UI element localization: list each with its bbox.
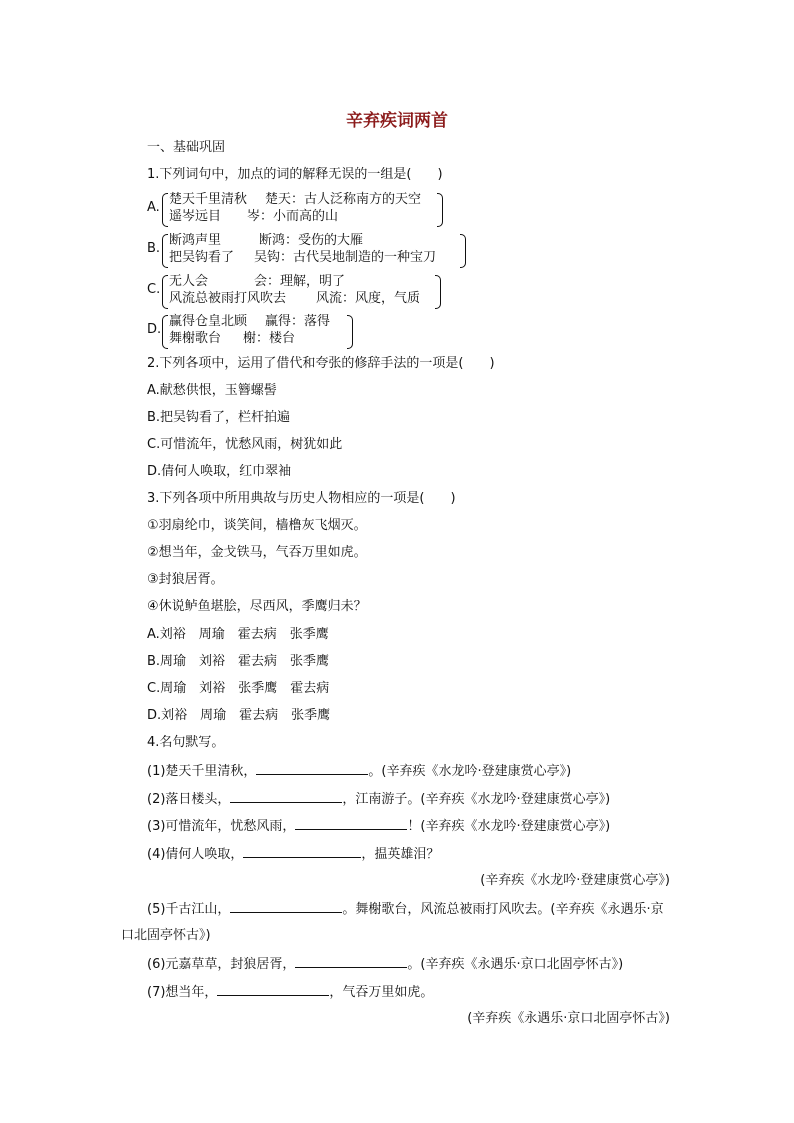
q4-item-4-source: (辛弃疾《水龙吟·登建康赏心亭》)	[480, 873, 670, 888]
option-row	[169, 208, 338, 225]
explanation: 断鸿：受伤的大雁	[259, 233, 364, 248]
left-brace	[162, 193, 168, 227]
q4-item-4	[147, 845, 439, 864]
prompt-text: (1)楚天千里清秋，	[147, 764, 257, 779]
source-text: ！(辛弃疾《水龙吟·登建康赏心亭》)	[407, 819, 611, 834]
q4-item-1	[147, 762, 571, 781]
explanation: 吴钩：古代吴地制造的一种宝刀	[254, 250, 437, 265]
explanation: 赢得：落得	[265, 314, 331, 329]
q3-option-c: C.周瑜 刘裕 张季鹰 霍去病	[147, 681, 330, 696]
q3-option-d: D.刘裕 周瑜 霍去病 张季鹰	[147, 708, 331, 723]
option-row	[169, 249, 436, 266]
q1-option-d	[147, 313, 367, 349]
q1-option-a	[147, 191, 447, 227]
option-row	[169, 191, 421, 208]
right-brace	[347, 315, 353, 349]
q4-item-7	[147, 983, 433, 1002]
q3-option-a: A.刘裕 周瑜 霍去病 张季鹰	[147, 627, 329, 642]
q4-item-5-cont: 口北固亭怀古》)	[121, 928, 211, 943]
option-letter: B.	[147, 241, 161, 256]
q1-option-c	[147, 273, 447, 309]
left-brace	[162, 275, 168, 309]
answer-blank[interactable]	[295, 817, 407, 830]
option-row	[169, 290, 420, 307]
q3-item-3: ③封狼居胥。	[147, 572, 224, 587]
source-text: ，江南游子。(辛弃疾《水龙吟·登建康赏心亭》)	[342, 792, 611, 807]
prompt-text: (6)元嘉草草，封狼居胥，	[147, 957, 296, 972]
answer-blank[interactable]	[256, 762, 368, 775]
q3-item-2: ②想当年，金戈铁马，气吞万里如虎。	[147, 545, 367, 560]
option-row	[169, 273, 345, 290]
option-letter: A.	[147, 200, 160, 215]
q4-item-2	[147, 790, 610, 809]
option-row	[169, 232, 363, 249]
answer-blank[interactable]	[295, 955, 407, 968]
explanation: 楚天：古人泛称南方的天空	[265, 192, 422, 207]
option-row	[169, 330, 295, 347]
q4-stem: 4.名句默写。	[147, 735, 225, 750]
prompt-text: ，气吞万里如虎。	[329, 985, 434, 1000]
explanation: 会：理解，明了	[254, 274, 346, 289]
source-text: 。(辛弃疾《水龙吟·登建康赏心亭》)	[368, 764, 572, 779]
document-title: 辛弃疾词两首	[346, 111, 448, 131]
option-letter: D.	[147, 322, 162, 337]
q4-item-5	[147, 900, 664, 919]
explanation: 岑：小而高的山	[247, 209, 339, 224]
answer-blank[interactable]	[230, 790, 342, 803]
phrase: 赢得仓皇北顾	[169, 314, 248, 329]
q2-stem: 2.下列各项中，运用了借代和夸张的修辞手法的一项是( )	[147, 356, 495, 371]
q4-item-6	[147, 955, 623, 974]
source-text: 。(辛弃疾《永遇乐·京口北固亭怀古》)	[407, 957, 624, 972]
phrase: 把吴钩看了	[169, 250, 235, 265]
answer-blank[interactable]	[243, 845, 361, 858]
q2-option-a: A.献愁供恨，玉簪螺髻	[147, 383, 277, 398]
left-brace	[162, 315, 168, 349]
q3-item-1: ①羽扇纶巾，谈笑间，樯橹灰飞烟灭。	[147, 518, 367, 533]
prompt-text: (2)落日楼头，	[147, 792, 231, 807]
section-heading: 一、基础巩固	[147, 140, 226, 155]
answer-blank[interactable]	[217, 983, 329, 996]
q3-stem: 3.下列各项中所用典故与历史人物相应的一项是( )	[147, 491, 456, 506]
phrase: 遥岑远目	[169, 209, 222, 224]
q2-option-d: D.倩何人唤取，红巾翠袖	[147, 464, 292, 479]
prompt-text: (7)想当年，	[147, 985, 218, 1000]
q3-option-b: B.周瑜 刘裕 霍去病 张季鹰	[147, 654, 330, 669]
phrase: 风流总被雨打风吹去	[169, 291, 287, 306]
phrase: 楚天千里清秋	[169, 192, 248, 207]
right-brace	[460, 234, 466, 268]
q1-stem: 1.下列词句中，加点的词的解释无误的一组是( )	[147, 167, 443, 182]
phrase: 舞榭歌台	[169, 331, 222, 346]
phrase: 断鸿声里	[169, 233, 222, 248]
option-row	[169, 313, 330, 330]
q4-item-3	[147, 817, 610, 836]
option-letter: C.	[147, 282, 161, 297]
prompt-text: ，揾英雄泪？	[361, 847, 440, 862]
prompt-text: (5)千古江山，	[147, 902, 231, 917]
left-brace	[162, 234, 168, 268]
right-brace	[437, 193, 443, 227]
source-text: 。舞榭歌台，风流总被雨打风吹去。(辛弃疾《永遇乐·京	[342, 902, 664, 917]
q3-item-4: ④休说鲈鱼堪脍，尽西风，季鹰归未？	[147, 599, 367, 614]
q4-item-7-source: (辛弃疾《永遇乐·京口北固亭怀古》)	[467, 1011, 670, 1026]
explanation: 榭：楼台	[243, 331, 296, 346]
right-brace	[435, 275, 441, 309]
q2-option-b: B.把吴钩看了，栏杆拍遍	[147, 410, 291, 425]
q2-option-c: C.可惜流年，忧愁风雨，树犹如此	[147, 437, 343, 452]
prompt-text: (4)倩何人唤取，	[147, 847, 244, 862]
phrase: 无人会	[169, 274, 209, 289]
q1-option-b	[147, 232, 467, 268]
prompt-text: (3)可惜流年，忧愁风雨，	[147, 819, 296, 834]
explanation: 风流：风度，气质	[316, 291, 421, 306]
answer-blank[interactable]	[230, 900, 342, 913]
